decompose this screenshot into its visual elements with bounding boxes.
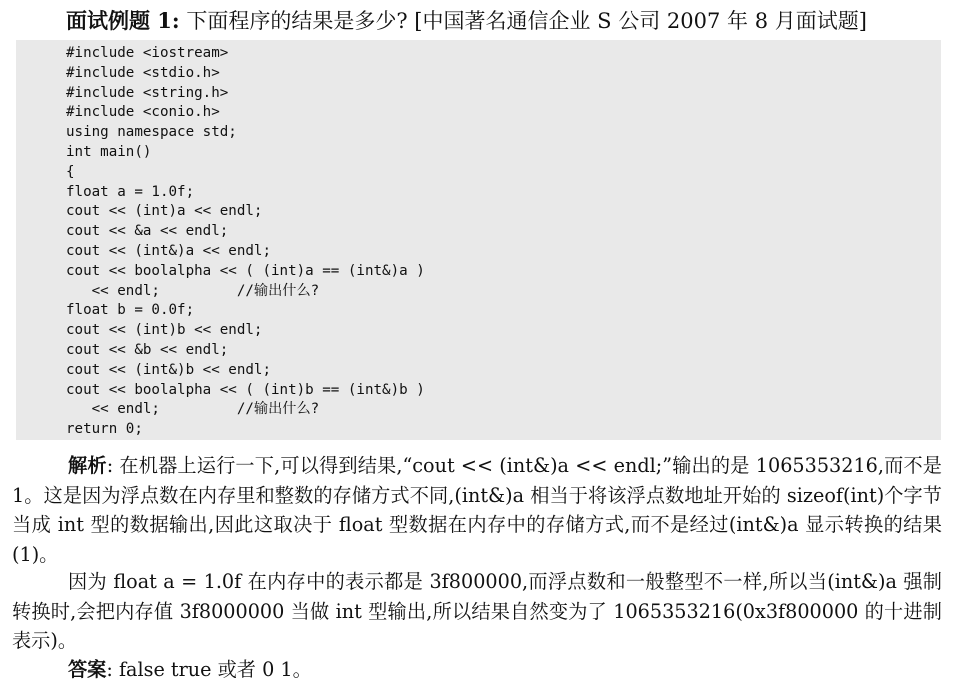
- question-text: 下面程序的结果是多少? [中国著名通信企业 S 公司 2007 年 8 月面试题]: [179, 9, 867, 33]
- code-line: #include <string.h>: [66, 84, 229, 101]
- code-block: [66, 44, 926, 440]
- code-line: << endl; //输出什么?: [66, 282, 320, 299]
- code-line: cout << (int&)b << endl;: [66, 361, 271, 378]
- question-label: 面试例题 1:: [66, 8, 180, 33]
- answer-text: : false true 或者 0 1。: [106, 658, 312, 681]
- code-line: using namespace std;: [66, 124, 237, 141]
- code-line: int main(): [66, 143, 152, 160]
- code-line: #include <iostream>: [66, 45, 229, 61]
- analysis-text: : 在机器上运行一下,可以得到结果,“cout << (int&)a << endl;”输出的是 1065353216,而不是 1。这是因为浮点数在内存里和整数的存储方式不同,(int&)a 相当于将该浮点数地址开始的 sizeof(int)个字节当成 int 型的数据输出,因此这取决于 float 型数据在内存中的存储方式,而不是经过(int&)a 显示转换的结果 (1)。: [12, 454, 942, 566]
- code-line: return 0;: [66, 421, 143, 438]
- code-line: cout << &a << endl;: [66, 223, 229, 240]
- explanation-paragraph: [12, 567, 942, 656]
- answer-paragraph: [12, 655, 942, 685]
- analysis-paragraph: [12, 451, 942, 569]
- analysis-label: 解析: [68, 454, 107, 477]
- code-line: #include <conio.h>: [66, 104, 220, 121]
- code-line: cout << (int&)a << endl;: [66, 242, 271, 259]
- code-line: << endl; //输出什么?: [66, 401, 320, 418]
- question-title: [66, 6, 946, 36]
- code-line: cout << boolalpha << ( (int)a == (int&)a ): [66, 262, 425, 279]
- code-line: #include <stdio.h>: [66, 64, 220, 81]
- code-line: float b = 0.0f;: [66, 302, 195, 319]
- explanation-text: 因为 float a = 1.0f 在内存中的表示都是 3f800000,而浮点数和一般整型不一样,所以当(int&)a 强制转换时,会把内存值 3f8000000 当做 int 型输出,所以结果自然变为了 1065353216(0x3f800000 的十进制表示)。: [12, 570, 942, 652]
- code-line: float a = 1.0f;: [66, 183, 195, 200]
- code-line: cout << &b << endl;: [66, 341, 229, 358]
- code-line: {: [66, 163, 75, 180]
- code-line: cout << boolalpha << ( (int)b == (int&)b ): [66, 381, 425, 398]
- answer-label: 答案: [68, 658, 107, 681]
- code-line: cout << (int)b << endl;: [66, 322, 263, 339]
- code-line: cout << (int)a << endl;: [66, 203, 263, 220]
